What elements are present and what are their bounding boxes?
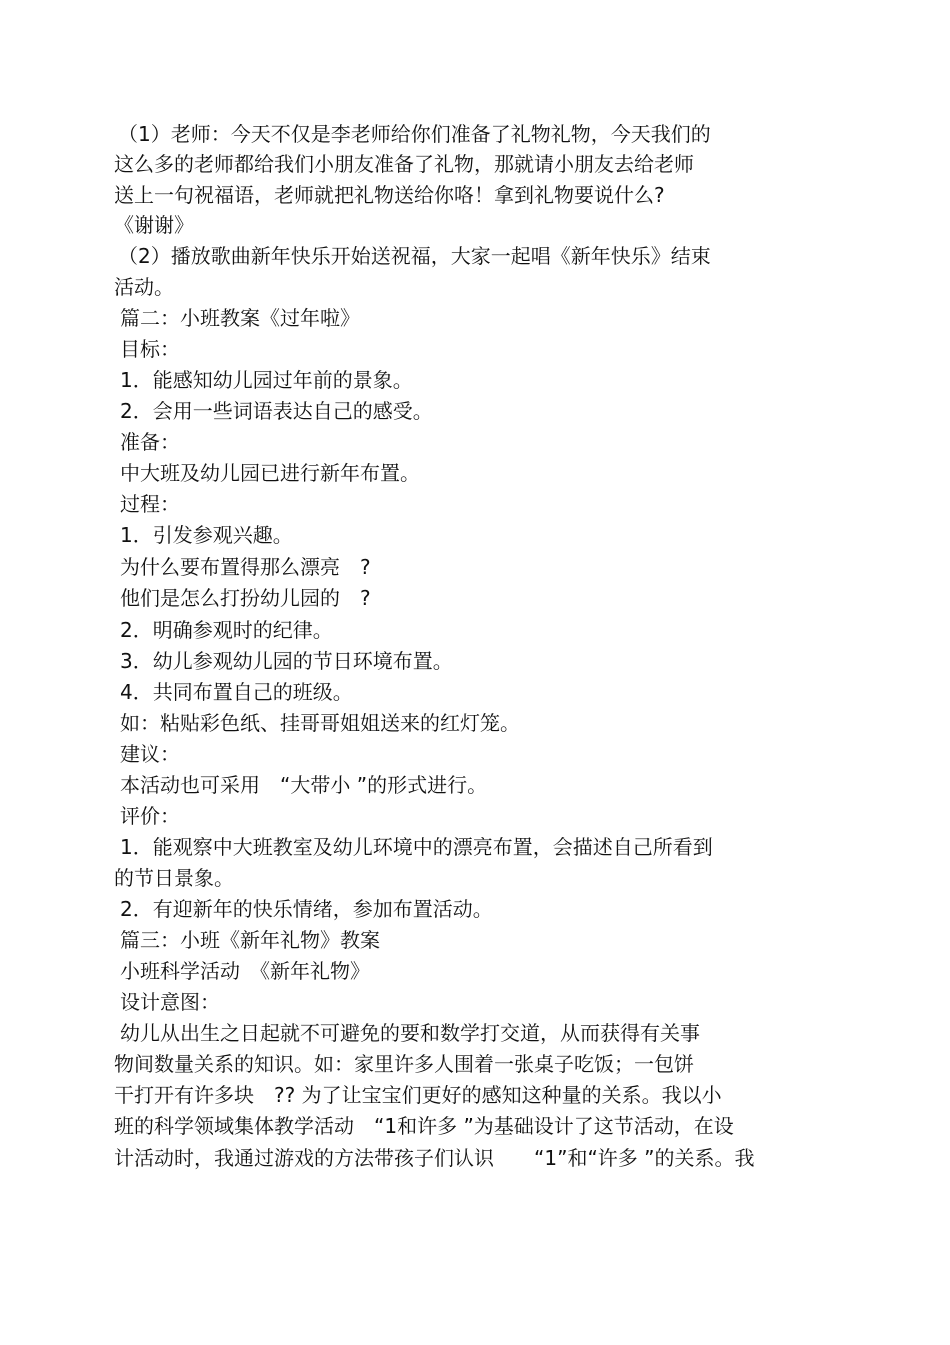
text-line: 小班科学活动 《新年礼物》 (120, 959, 370, 983)
text-line: 中大班及幼儿园已进行新年布置。 (120, 461, 420, 485)
text-line: 2．有迎新年的快乐情绪，参加布置活动。 (120, 897, 493, 921)
text-line: 2．会用一些词语表达自己的感受。 (120, 399, 433, 423)
text-line: （2）播放歌曲新年快乐开始送祝福，大家一起唱《新年快乐》结束 (118, 244, 711, 268)
section-heading: 篇二：小班教案《过年啦》 (120, 306, 360, 330)
text-line: 如：粘贴彩色纸、挂哥哥姐姐送来的红灯笼。 (120, 711, 520, 735)
text-line: 设计意图： (120, 990, 220, 1014)
text-line: 1．能观察中大班教室及幼儿环境中的漂亮布置，会描述自己所看到 (120, 835, 713, 859)
text-line: 《谢谢》 (114, 213, 194, 237)
text-line: 这么多的老师都给我们小朋友准备了礼物，那就请小朋友去给老师 (114, 152, 694, 176)
text-line: （1）老师：今天不仅是李老师给你们准备了礼物礼物，今天我们的 (118, 122, 711, 146)
text-line: 准备： (120, 430, 180, 454)
text-line: 建议： (120, 742, 180, 766)
text-line: 干打开有许多块 ?? 为了让宝宝们更好的感知这种量的关系。我以小 (114, 1083, 722, 1107)
text-line: 的节日景象。 (114, 866, 234, 890)
text-line: 过程： (120, 492, 180, 516)
text-line: 目标： (120, 337, 180, 361)
text-line: 1．引发参观兴趣。 (120, 523, 293, 547)
text-line: 1．能感知幼儿园过年前的景象。 (120, 368, 413, 392)
text-line: 计活动时，我通过游戏的方法带孩子们认识 “1”和“许多 ”的关系。我 (114, 1146, 755, 1170)
text-line: 3．幼儿参观幼儿园的节日环境布置。 (120, 649, 453, 673)
text-line: 评价： (120, 804, 180, 828)
section-heading: 篇三：小班《新年礼物》教案 (120, 928, 380, 952)
text-line: 本活动也可采用 “大带小 ”的形式进行。 (120, 773, 488, 797)
text-line: 班的科学领域集体教学活动 “1和许多 ”为基础设计了这节活动，在设 (114, 1114, 734, 1138)
text-line: 2．明确参观时的纪律。 (120, 618, 333, 642)
text-line: 为什么要布置得那么漂亮 ? (120, 555, 371, 579)
text-line: 幼儿从出生之日起就不可避免的要和数学打交道，从而获得有关事 (120, 1021, 700, 1045)
text-line: 物间数量关系的知识。如：家里许多人围着一张桌子吃饭；一包饼 (114, 1052, 694, 1076)
text-line: 4．共同布置自己的班级。 (120, 680, 353, 704)
text-line: 活动。 (114, 275, 174, 299)
text-line: 他们是怎么打扮幼儿园的 ? (120, 586, 371, 610)
text-line: 送上一句祝福语，老师就把礼物送给你咯！拿到礼物要说什么? (114, 183, 665, 207)
